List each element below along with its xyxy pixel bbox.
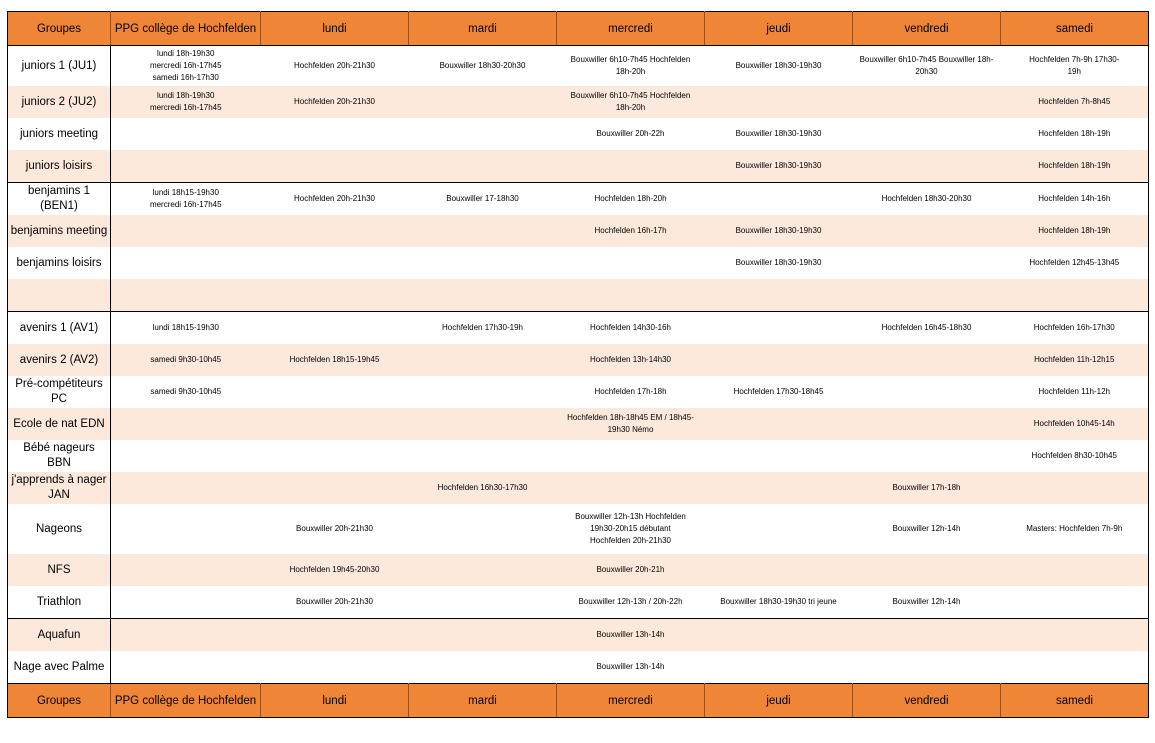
cell-lundi [261,247,409,279]
group-name: benjamins meeting [8,215,111,247]
cell-lundi [261,118,409,150]
group-name: j'apprends à nager JAN [8,472,111,504]
footer-header-vendredi: vendredi [853,684,1001,718]
schedule-table [7,11,1149,718]
table-row [8,504,1149,554]
cell-mardi: Bouxwiller 17-18h30 [409,183,557,216]
header-ppg: PPG collège de Hochfelden [111,12,261,46]
group-name: juniors meeting [8,118,111,150]
cell-lundi: Hochfelden 20h-21h30 [261,183,409,216]
group-name: benjamins loisirs [8,247,111,279]
cell-samedi: Hochfelden 18h-19h [1001,118,1149,150]
cell-jeudi [705,472,853,504]
group-name [8,279,111,312]
cell-mercredi: Bouxwiller 6h10-7h45 Hochfelden 18h-20h [570,55,691,76]
group-name: juniors loisirs [8,150,111,183]
cell-lundi: Hochfelden 20h-21h30 [294,61,375,70]
cell-ppg [111,472,261,504]
cell-mardi [409,504,557,554]
cell-mardi: Hochfelden 16h30-17h30 [409,472,557,504]
cell-ppg [111,619,261,652]
cell-vendredi: Bouxwiller 12h-14h [892,597,961,606]
cell-mardi [409,247,557,279]
cell-samedi: Hochfelden 7h-9h 17h30- 19h [1001,46,1149,87]
cell-vendredi [853,619,1001,652]
cell-samedi [1001,279,1149,312]
cell-jeudi [705,504,853,554]
cell-mercredi: Hochfelden 17h-18h [594,387,667,396]
group-name: avenirs 2 (AV2) [8,344,111,376]
table-row [8,150,1149,183]
cell-vendredi [853,118,1001,150]
cell-mercredi: Bouxwiller 12h-13h Hochfelden 19h30-20h15 débutant Hochfelden 20h-21h30 [575,512,686,545]
group-name: Nageons [8,504,111,554]
cell-vendredi [853,408,1001,440]
cell-ppg: samedi 9h30-10h45 [150,387,222,396]
cell-mercredi: Bouxwiller 6h10-7h45 Hochfelden 18h-20h [557,86,705,118]
cell-ppg [111,651,261,684]
cell-ppg: samedi 9h30-10h45 [111,344,261,376]
cell-mercredi: Bouxwiller 13h-14h [557,619,705,652]
cell-mardi [409,440,557,472]
cell-ppg [111,586,261,619]
cell-jeudi: Bouxwiller 18h30-19h30 tri jeune [720,597,837,606]
cell-ppg [111,247,261,279]
group-name: benjamins 1 (BEN1) [8,183,111,216]
cell-jeudi [705,554,853,586]
footer-header-mardi: mardi [409,684,557,718]
cell-jeudi [705,440,853,472]
footer-header-mercredi: mercredi [557,684,705,718]
cell-lundi [261,440,409,472]
cell-mardi [409,376,557,408]
cell-mardi [409,651,557,684]
cell-mercredi [557,279,705,312]
header-row [8,12,1149,46]
table-row [8,46,1149,87]
cell-samedi: Hochfelden 7h-8h45 [1001,86,1149,118]
group-name: Bébé nageurs BBN [8,440,111,472]
cell-mercredi: Bouxwiller 20h-22h [596,129,665,138]
cell-vendredi: Bouxwiller 17h-18h [853,472,1001,504]
cell-samedi [1001,651,1149,684]
cell-mardi [409,150,557,183]
cell-mercredi: Hochfelden 18h-18h45 EM / 18h45- 19h30 Némo [557,408,705,440]
cell-mercredi [557,440,705,472]
schedule-body [8,46,1149,684]
cell-vendredi [853,86,1001,118]
cell-ppg [111,408,261,440]
cell-mercredi: Bouxwiller 12h-13h / 20h-22h [578,597,683,606]
cell-mardi [409,279,557,312]
cell-mercredi [557,150,705,183]
cell-mercredi [557,247,705,279]
cell-samedi: Hochfelden 16h-17h30 [1001,312,1149,345]
cell-mardi: Hochfelden 17h30-19h [409,312,557,345]
header-groupes: Groupes [8,12,111,46]
cell-vendredi [853,150,1001,183]
cell-jeudi: Bouxwiller 18h30-19h30 [735,61,822,70]
cell-jeudi [705,651,853,684]
cell-jeudi [705,279,853,312]
cell-samedi: Hochfelden 18h-19h [1001,150,1149,183]
group-name: avenirs 1 (AV1) [8,312,111,345]
cell-lundi [261,279,409,312]
header-jeudi: jeudi [705,12,853,46]
group-name: NFS [8,554,111,586]
cell-samedi: Masters: Hochfelden 7h-9h [1001,504,1149,554]
cell-jeudi: Bouxwiller 18h30-19h30 [705,215,853,247]
cell-vendredi: Hochfelden 16h45-18h30 [853,312,1001,345]
cell-ppg [111,150,261,183]
cell-jeudi: Hochfelden 17h30-18h45 [733,387,824,396]
cell-lundi [261,376,409,408]
cell-vendredi: Bouxwiller 12h-14h [892,524,961,533]
group-name: juniors 2 (JU2) [8,86,111,118]
cell-lundi [261,408,409,440]
header-bottom [8,684,1149,718]
cell-vendredi [853,247,1001,279]
table-row [8,376,1149,408]
table-row [8,472,1149,504]
cell-vendredi [853,344,1001,376]
cell-mercredi [557,472,705,504]
cell-ppg: lundi 18h-19h30 mercredi 16h-17h45 [111,86,261,118]
cell-mercredi: Hochfelden 16h-17h [557,215,705,247]
cell-lundi [261,312,409,345]
cell-jeudi [705,408,853,440]
footer-header-groupes: Groupes [8,684,111,718]
table-row [8,279,1149,312]
cell-lundi: Bouxwiller 20h-21h30 [296,524,373,533]
cell-samedi [1001,472,1149,504]
header-lundi: lundi [261,12,409,46]
table-row [8,554,1149,586]
group-name: Pré-compétiteurs PC [8,376,111,408]
cell-ppg [111,554,261,586]
cell-jeudi [705,312,853,345]
cell-vendredi: Hochfelden 18h30-20h30 [853,183,1001,216]
cell-mercredi: Bouxwiller 13h-14h [596,662,665,671]
cell-mardi [409,554,557,586]
cell-mardi [409,408,557,440]
cell-vendredi [853,554,1001,586]
cell-mercredi: Hochfelden 18h-20h [557,183,705,216]
table-row [8,619,1149,652]
cell-samedi: Hochfelden 8h30-10h45 [1001,440,1149,472]
cell-vendredi [853,651,1001,684]
group-name: Nage avec Palme [8,651,111,684]
footer-header-row [8,684,1149,718]
cell-ppg [111,118,261,150]
cell-lundi: Hochfelden 18h15-19h45 [261,344,409,376]
cell-mardi [409,586,557,619]
cell-ppg: lundi 18h-19h30 mercredi 16h-17h45 samedi 16h-17h30 [149,49,222,82]
header-mercredi: mercredi [557,12,705,46]
cell-samedi: Hochfelden 11h-12h [1001,376,1149,408]
cell-samedi: Hochfelden 14h-16h [1001,183,1149,216]
cell-lundi [261,150,409,183]
cell-samedi [1001,619,1149,652]
table-row [8,651,1149,684]
cell-vendredi [853,376,1001,408]
group-name: Ecole de nat EDN [8,408,111,440]
footer-header-jeudi: jeudi [705,684,853,718]
cell-ppg: lundi 18h15-19h30 [111,312,261,345]
table-row [8,586,1149,619]
cell-jeudi [705,619,853,652]
cell-jeudi: Bouxwiller 18h30-19h30 [735,129,822,138]
cell-samedi: Hochfelden 18h-19h [1001,215,1149,247]
cell-mercredi: Hochfelden 14h30-16h [557,312,705,345]
table-row [8,183,1149,216]
cell-mercredi: Bouxwiller 20h-21h [557,554,705,586]
cell-mardi [409,344,557,376]
cell-samedi: Hochfelden 11h-12h15 [1001,344,1149,376]
cell-mardi [409,118,557,150]
header-top [8,12,1149,46]
cell-mardi [409,619,557,652]
cell-jeudi: Bouxwiller 18h30-19h30 [705,150,853,183]
cell-mardi [409,215,557,247]
table-row [8,440,1149,472]
cell-ppg [111,215,261,247]
table-row [8,312,1149,345]
table-row [8,408,1149,440]
header-vendredi: vendredi [853,12,1001,46]
cell-lundi: Hochfelden 19h45-20h30 [261,554,409,586]
footer-header-samedi: samedi [1001,684,1149,718]
footer-header-lundi: lundi [261,684,409,718]
cell-jeudi: Bouxwiller 18h30-19h30 [735,258,822,267]
group-name: Aquafun [8,619,111,652]
header-mardi: mardi [409,12,557,46]
cell-jeudi [705,344,853,376]
group-name: juniors 1 (JU1) [8,46,111,87]
cell-lundi [261,215,409,247]
cell-lundi: Bouxwiller 20h-21h30 [296,597,373,606]
header-samedi: samedi [1001,12,1149,46]
cell-lundi: Hochfelden 20h-21h30 [261,86,409,118]
cell-ppg [111,504,261,554]
group-name: Triathlon [8,586,111,619]
table-row [8,344,1149,376]
cell-lundi [261,651,409,684]
cell-jeudi [705,183,853,216]
cell-ppg [111,279,261,312]
cell-samedi [1001,554,1149,586]
cell-vendredi [853,215,1001,247]
cell-samedi: Hochfelden 10h45-14h [1001,408,1149,440]
cell-ppg [111,440,261,472]
cell-lundi [261,472,409,504]
cell-mercredi: Hochfelden 13h-14h30 [557,344,705,376]
table-row [8,215,1149,247]
cell-vendredi [853,279,1001,312]
footer-header-ppg: PPG collège de Hochfelden [111,684,261,718]
cell-mardi: Bouxwiller 18h30-20h30 [439,61,526,70]
cell-samedi [1001,586,1149,619]
cell-mardi [409,86,557,118]
schedule-container [7,11,1149,718]
cell-vendredi: Bouxwiller 6h10-7h45 Bouxwiller 18h- 20h30 [859,55,994,76]
cell-samedi: Hochfelden 12h45-13h45 [1001,247,1149,279]
table-row [8,118,1149,150]
cell-vendredi [853,440,1001,472]
cell-lundi [261,619,409,652]
table-row [8,247,1149,279]
cell-ppg: lundi 18h15-19h30 mercredi 16h-17h45 [111,183,261,216]
table-row [8,86,1149,118]
cell-jeudi [705,86,853,118]
